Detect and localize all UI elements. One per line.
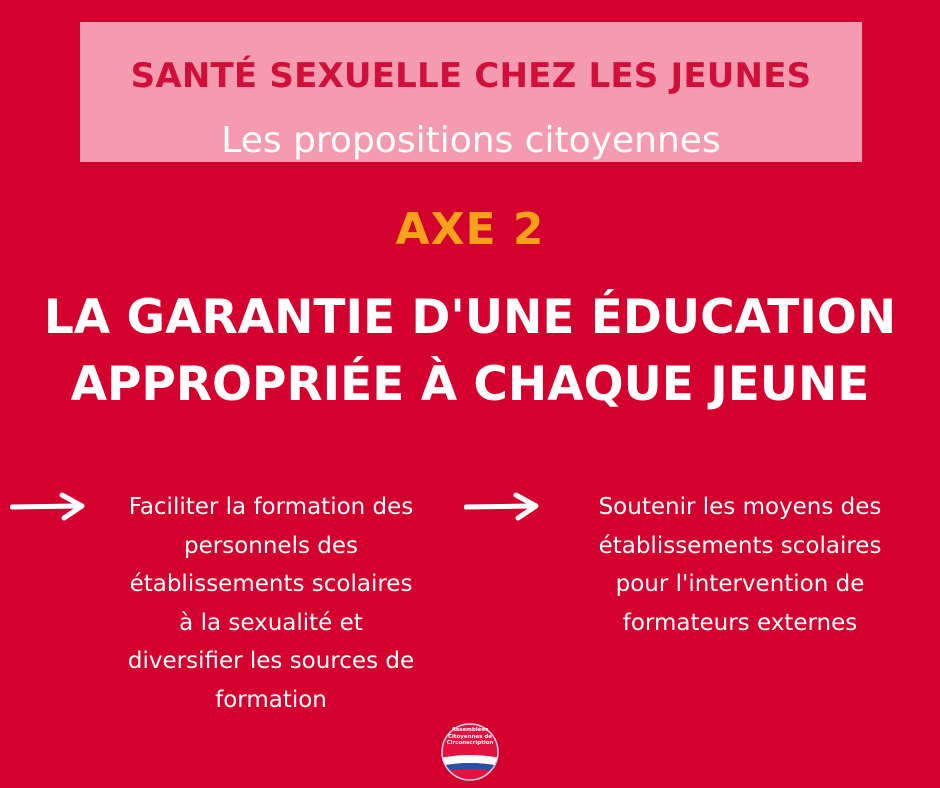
proposal-line: Soutenir les moyens des bbox=[598, 494, 882, 520]
header-banner bbox=[80, 22, 862, 162]
header-title: SANTÉ SEXUELLE CHEZ LES JEUNES bbox=[130, 56, 812, 96]
axis-title-line: LA GARANTIE D'UNE ÉDUCATION bbox=[43, 290, 897, 345]
axis-title-line: APPROPRIÉE À CHAQUE JEUNE bbox=[70, 357, 870, 412]
proposal-line: établissements scolaires bbox=[598, 532, 882, 559]
proposal-line: formateurs externes bbox=[622, 609, 858, 636]
proposal-line: pour l'intervention de bbox=[615, 571, 865, 597]
proposal-line: établissements scolaires bbox=[129, 571, 413, 597]
proposal-line: Faciliter la formation des bbox=[128, 494, 414, 520]
logo-line: Circonscription bbox=[446, 740, 494, 746]
proposal-2 bbox=[560, 488, 920, 642]
header-subtitle: Les propositions citoyennes bbox=[221, 120, 721, 161]
logo-line: Assemblées bbox=[451, 727, 489, 733]
arrow-right-icon bbox=[464, 492, 544, 522]
proposal-line: formation bbox=[215, 686, 327, 713]
proposal-1 bbox=[90, 488, 452, 719]
proposal-line: personnels des bbox=[184, 532, 358, 559]
proposal-line: à la sexualité et bbox=[179, 609, 363, 636]
logo-text bbox=[440, 727, 500, 747]
axis-title bbox=[0, 284, 940, 418]
axis-label: AXE 2 bbox=[395, 204, 545, 255]
logo-line: Citoyennes de bbox=[447, 733, 493, 740]
arrow-right-icon bbox=[10, 492, 90, 522]
proposal-line: diversifier les sources de bbox=[127, 648, 415, 674]
